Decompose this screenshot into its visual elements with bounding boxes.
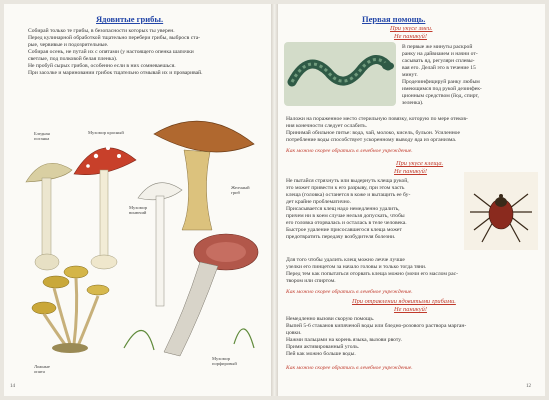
mushroom-warning: Не паникуй! [394, 306, 427, 313]
text-line: Выпей 5-6 стаканов кипяченой воды или бледно-розового раствора марган- [286, 323, 467, 329]
mushroom-footer: Как можно скорее обратись в лечебное учреждение. [286, 365, 413, 371]
label-stinking-fly-agaric: Мухомор вонючий [129, 205, 148, 216]
text-line: причем ни в коем случае нельзя допускать, чтобы [286, 213, 405, 219]
label-porphyry-fly-agaric: Мухомор порфировый [212, 356, 237, 367]
text-line: ния конечности следует ослабить. [286, 123, 368, 129]
text-line: предотвратить передачу возбудителя болезни. [286, 234, 396, 240]
left-page-number: 14 [10, 384, 15, 389]
mushroom-poisoning-heading: При отравлении ядовитыми грибами. [352, 298, 456, 305]
text-line: Пей как можно больше воды. [286, 351, 356, 357]
mushrooms-illustration [4, 112, 271, 396]
book-gutter [271, 4, 278, 396]
text-line: Не пробуй сырых грибов, особенно если в них сомневаешься. [28, 63, 176, 69]
snake-photo [284, 42, 396, 106]
text-line: Перед тем как попытаться оторвать клеща можно (мочи его маслом рас- [286, 271, 458, 277]
left-page-title: Ядовитые грибы. [96, 14, 164, 24]
text-line: твором или спиртом. [286, 278, 336, 284]
text-line: сасывать яд, регулярн сплевы- [402, 58, 475, 64]
snake-bite-heading: При укусе змеи. [390, 25, 433, 32]
pale-toadstool-mushroom [26, 163, 72, 270]
left-page [4, 4, 271, 396]
text-line: его головка оторвалась и осталась в теле человека. [286, 220, 407, 226]
text-line: цовки. [286, 330, 302, 336]
text-line: ционным средством (йод, спирт, [402, 93, 479, 99]
text-line: ранку на дайвиаием и начни от- [402, 51, 478, 57]
text-line: Немедленно вызови скорую помощь. [286, 316, 375, 322]
text-line: клеща (головка) останется в коже и вытащить ее бу- [286, 192, 411, 198]
text-line: Собирай только те грибы, в безопасности которых ты уверен. [28, 28, 175, 34]
text-line: Перед кулинарной обработкой тщательно перебери грибы, выбросв ста- [28, 35, 201, 41]
right-page-title: Первая помощь. [362, 14, 426, 24]
text-line: рые, червивые и подозрительные. [28, 42, 109, 48]
text-line: вая его. Делай это в течение 15 [402, 65, 476, 71]
right-page [278, 4, 545, 396]
text-line: это может привести к его разрыву, при этом часть [286, 185, 405, 191]
bile-mushroom [154, 121, 254, 230]
text-line: Собирая осень, не путай их с опятами (у настоящего опенка шапочки [28, 49, 194, 55]
tick-footer: Как можно скорее обратись в лечебное учреждение. [286, 289, 413, 295]
tick-warning: Не паникуй! [394, 168, 427, 175]
text-line: В первые же минуты раскрой [402, 44, 473, 50]
text-line: Принимай обильное питье: вода, чай, молоко, кисель, бульон. Усиленное [286, 130, 461, 136]
text-line: Быстрое удаление присосавшегося клеща может [286, 227, 402, 233]
text-line: Присасывается клещ надо немедленно удалить, [286, 206, 400, 212]
text-line: узелки его пинцетом за начало головы и только тогда тяни. [286, 264, 427, 270]
tick-photo [464, 172, 538, 250]
text-line: потребление воды способствует ускоренному выводу яда из организма. [286, 137, 457, 143]
red-fly-agaric-mushroom [74, 146, 136, 269]
label-pale-toadstool: Бледная поганка [34, 131, 50, 142]
text-line: Продезинфицируй ранку любым [402, 79, 480, 85]
text-line: светлые, под полковой белая пленка). [28, 56, 118, 62]
porphyry-fly-agaric-mushroom [164, 234, 258, 356]
false-honey-fungus-mushroom [32, 266, 109, 353]
right-page-number: 12 [526, 384, 531, 389]
text-line: дет крайне проблематично. [286, 199, 351, 205]
text-line: Для того чтобы удалить клещ можно лечче лучше [286, 257, 405, 263]
snake-footer: Как можно скорее обратись в лечебное учреждение. [286, 148, 413, 154]
text-line: Нажми пальцами на корень языка, вызови рвоту. [286, 337, 402, 343]
label-bile-mushroom: Желчный гриб [231, 185, 250, 196]
text-line: Наложи на пораженное место стерильную повязку, которую по мере отеков- [286, 116, 468, 122]
snake-warning: Не паникуй! [394, 33, 427, 40]
text-line: зеленка). [402, 100, 424, 106]
text-line: минут. [402, 72, 418, 78]
stinking-fly-agaric-mushroom [138, 183, 182, 306]
label-false-honey-fungus: Ложные опята [34, 364, 50, 375]
text-line: Прими активированный уголь. [286, 344, 360, 350]
tick-bite-heading: При укусе клеща. [396, 160, 444, 167]
text-line: Не пытайся стряхнуть или выдернуть клеща рукой, [286, 178, 409, 184]
text-line: При засолке и мариновании грибок тщательно отмывай их и проваривай. [28, 70, 203, 76]
label-red-fly-agaric: Мухомор красный [88, 130, 124, 135]
text-line: имеющимся под рукой дезинфек- [402, 86, 482, 92]
